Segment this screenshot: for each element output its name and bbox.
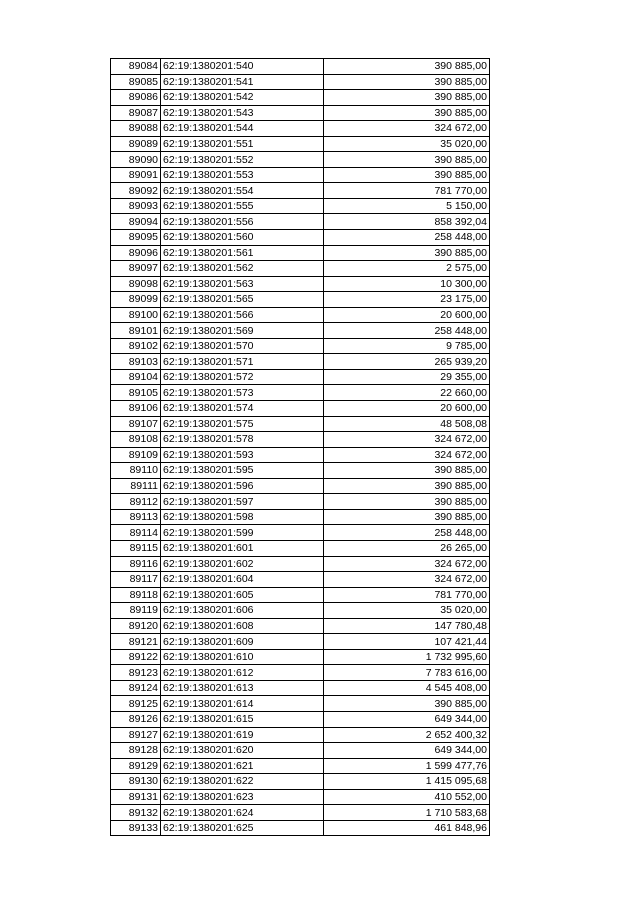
value-cell: 1 415 095,68	[324, 774, 490, 790]
value-cell: 390 885,00	[324, 167, 490, 183]
value-cell: 390 885,00	[324, 494, 490, 510]
value-cell: 324 672,00	[324, 432, 490, 448]
value-cell: 390 885,00	[324, 105, 490, 121]
row-number-cell: 89125	[111, 696, 161, 712]
value-cell: 35 020,00	[324, 136, 490, 152]
table-row	[111, 680, 490, 696]
value-cell: 265 939,20	[324, 354, 490, 370]
value-cell: 390 885,00	[324, 59, 490, 75]
row-number-cell: 89084	[111, 59, 161, 75]
row-number-cell: 89129	[111, 758, 161, 774]
cadastral-number-cell: 62:19:1380201:565	[161, 292, 324, 308]
cadastral-value-table	[110, 58, 490, 836]
row-number-cell: 89102	[111, 338, 161, 354]
value-cell: 324 672,00	[324, 556, 490, 572]
table-row	[111, 276, 490, 292]
value-cell: 7 783 616,00	[324, 665, 490, 681]
cadastral-number-cell: 62:19:1380201:601	[161, 540, 324, 556]
cadastral-number-cell: 62:19:1380201:595	[161, 463, 324, 479]
cadastral-number-cell: 62:19:1380201:572	[161, 369, 324, 385]
table-row	[111, 307, 490, 323]
cadastral-number-cell: 62:19:1380201:543	[161, 105, 324, 121]
cadastral-number-cell: 62:19:1380201:574	[161, 401, 324, 417]
value-cell: 48 508,08	[324, 416, 490, 432]
row-number-cell: 89109	[111, 447, 161, 463]
table-row	[111, 323, 490, 339]
table-row	[111, 509, 490, 525]
cadastral-number-cell: 62:19:1380201:597	[161, 494, 324, 510]
row-number-cell: 89130	[111, 774, 161, 790]
row-number-cell: 89096	[111, 245, 161, 261]
value-cell: 649 344,00	[324, 711, 490, 727]
row-number-cell: 89089	[111, 136, 161, 152]
row-number-cell: 89120	[111, 618, 161, 634]
cadastral-number-cell: 62:19:1380201:544	[161, 121, 324, 137]
value-cell: 9 785,00	[324, 338, 490, 354]
row-number-cell: 89119	[111, 603, 161, 619]
value-cell: 390 885,00	[324, 509, 490, 525]
value-cell: 258 448,00	[324, 323, 490, 339]
row-number-cell: 89097	[111, 261, 161, 277]
cadastral-number-cell: 62:19:1380201:556	[161, 214, 324, 230]
cadastral-number-cell: 62:19:1380201:560	[161, 230, 324, 246]
cadastral-number-cell: 62:19:1380201:552	[161, 152, 324, 168]
value-cell: 324 672,00	[324, 121, 490, 137]
row-number-cell: 89103	[111, 354, 161, 370]
row-number-cell: 89099	[111, 292, 161, 308]
value-cell: 1 710 583,68	[324, 805, 490, 821]
cadastral-number-cell: 62:19:1380201:542	[161, 90, 324, 106]
table-row	[111, 478, 490, 494]
cadastral-number-cell: 62:19:1380201:610	[161, 649, 324, 665]
table-row	[111, 74, 490, 90]
row-number-cell: 89088	[111, 121, 161, 137]
cadastral-number-cell: 62:19:1380201:624	[161, 805, 324, 821]
value-cell: 1 599 477,76	[324, 758, 490, 774]
value-cell: 649 344,00	[324, 743, 490, 759]
table-row	[111, 525, 490, 541]
cadastral-number-cell: 62:19:1380201:551	[161, 136, 324, 152]
value-cell: 147 780,48	[324, 618, 490, 634]
table-row	[111, 245, 490, 261]
row-number-cell: 89131	[111, 789, 161, 805]
table-row	[111, 121, 490, 137]
table-row	[111, 556, 490, 572]
cadastral-number-cell: 62:19:1380201:621	[161, 758, 324, 774]
table-row	[111, 385, 490, 401]
row-number-cell: 89092	[111, 183, 161, 199]
table-row	[111, 432, 490, 448]
value-cell: 858 392,04	[324, 214, 490, 230]
row-number-cell: 89095	[111, 230, 161, 246]
table-row	[111, 758, 490, 774]
table-row	[111, 494, 490, 510]
cadastral-number-cell: 62:19:1380201:571	[161, 354, 324, 370]
cadastral-number-cell: 62:19:1380201:541	[161, 74, 324, 90]
row-number-cell: 89100	[111, 307, 161, 323]
cadastral-number-cell: 62:19:1380201:614	[161, 696, 324, 712]
cadastral-number-cell: 62:19:1380201:599	[161, 525, 324, 541]
value-cell: 390 885,00	[324, 74, 490, 90]
table-row	[111, 711, 490, 727]
row-number-cell: 89117	[111, 572, 161, 588]
cadastral-number-cell: 62:19:1380201:623	[161, 789, 324, 805]
table-row	[111, 805, 490, 821]
table-row	[111, 649, 490, 665]
value-cell: 324 672,00	[324, 572, 490, 588]
value-cell: 324 672,00	[324, 447, 490, 463]
value-cell: 20 600,00	[324, 307, 490, 323]
table-row	[111, 463, 490, 479]
value-cell: 390 885,00	[324, 478, 490, 494]
value-cell: 258 448,00	[324, 525, 490, 541]
value-cell: 781 770,00	[324, 183, 490, 199]
row-number-cell: 89090	[111, 152, 161, 168]
value-cell: 23 175,00	[324, 292, 490, 308]
value-cell: 781 770,00	[324, 587, 490, 603]
table-row	[111, 447, 490, 463]
value-cell: 4 545 408,00	[324, 680, 490, 696]
row-number-cell: 89087	[111, 105, 161, 121]
row-number-cell: 89116	[111, 556, 161, 572]
row-number-cell: 89110	[111, 463, 161, 479]
table-row	[111, 743, 490, 759]
table-row	[111, 105, 490, 121]
value-cell: 390 885,00	[324, 245, 490, 261]
table-row	[111, 354, 490, 370]
value-cell: 2 652 400,32	[324, 727, 490, 743]
row-number-cell: 89104	[111, 369, 161, 385]
row-number-cell: 89124	[111, 680, 161, 696]
table-body	[111, 59, 490, 836]
table-row	[111, 152, 490, 168]
cadastral-number-cell: 62:19:1380201:566	[161, 307, 324, 323]
table-row	[111, 292, 490, 308]
cadastral-number-cell: 62:19:1380201:612	[161, 665, 324, 681]
row-number-cell: 89115	[111, 540, 161, 556]
cadastral-number-cell: 62:19:1380201:593	[161, 447, 324, 463]
value-cell: 390 885,00	[324, 152, 490, 168]
row-number-cell: 89101	[111, 323, 161, 339]
row-number-cell: 89121	[111, 634, 161, 650]
table-row	[111, 696, 490, 712]
cadastral-number-cell: 62:19:1380201:606	[161, 603, 324, 619]
cadastral-number-cell: 62:19:1380201:602	[161, 556, 324, 572]
table-row	[111, 587, 490, 603]
cadastral-number-cell: 62:19:1380201:554	[161, 183, 324, 199]
cadastral-number-cell: 62:19:1380201:596	[161, 478, 324, 494]
table-row	[111, 183, 490, 199]
table-row	[111, 416, 490, 432]
value-cell: 390 885,00	[324, 696, 490, 712]
cadastral-number-cell: 62:19:1380201:613	[161, 680, 324, 696]
cadastral-number-cell: 62:19:1380201:609	[161, 634, 324, 650]
row-number-cell: 89086	[111, 90, 161, 106]
value-cell: 461 848,96	[324, 820, 490, 836]
cadastral-number-cell: 62:19:1380201:573	[161, 385, 324, 401]
table-row	[111, 820, 490, 836]
cadastral-number-cell: 62:19:1380201:561	[161, 245, 324, 261]
table-row	[111, 198, 490, 214]
row-number-cell: 89112	[111, 494, 161, 510]
cadastral-number-cell: 62:19:1380201:553	[161, 167, 324, 183]
row-number-cell: 89107	[111, 416, 161, 432]
value-cell: 410 552,00	[324, 789, 490, 805]
row-number-cell: 89106	[111, 401, 161, 417]
row-number-cell: 89118	[111, 587, 161, 603]
cadastral-number-cell: 62:19:1380201:619	[161, 727, 324, 743]
value-cell: 107 421,44	[324, 634, 490, 650]
table-row	[111, 789, 490, 805]
value-cell: 35 020,00	[324, 603, 490, 619]
table-row	[111, 540, 490, 556]
cadastral-number-cell: 62:19:1380201:569	[161, 323, 324, 339]
row-number-cell: 89108	[111, 432, 161, 448]
row-number-cell: 89127	[111, 727, 161, 743]
cadastral-number-cell: 62:19:1380201:570	[161, 338, 324, 354]
value-cell: 29 355,00	[324, 369, 490, 385]
table-row	[111, 634, 490, 650]
row-number-cell: 89126	[111, 711, 161, 727]
row-number-cell: 89085	[111, 74, 161, 90]
cadastral-number-cell: 62:19:1380201:620	[161, 743, 324, 759]
row-number-cell: 89132	[111, 805, 161, 821]
cadastral-number-cell: 62:19:1380201:578	[161, 432, 324, 448]
value-cell: 390 885,00	[324, 90, 490, 106]
row-number-cell: 89105	[111, 385, 161, 401]
cadastral-number-cell: 62:19:1380201:562	[161, 261, 324, 277]
cadastral-number-cell: 62:19:1380201:575	[161, 416, 324, 432]
value-cell: 258 448,00	[324, 230, 490, 246]
table-row	[111, 369, 490, 385]
value-cell: 20 600,00	[324, 401, 490, 417]
row-number-cell: 89091	[111, 167, 161, 183]
cadastral-number-cell: 62:19:1380201:598	[161, 509, 324, 525]
row-number-cell: 89128	[111, 743, 161, 759]
table-row	[111, 90, 490, 106]
row-number-cell: 89098	[111, 276, 161, 292]
value-cell: 2 575,00	[324, 261, 490, 277]
row-number-cell: 89093	[111, 198, 161, 214]
table-row	[111, 774, 490, 790]
table-row	[111, 167, 490, 183]
row-number-cell: 89122	[111, 649, 161, 665]
row-number-cell: 89113	[111, 509, 161, 525]
value-cell: 390 885,00	[324, 463, 490, 479]
row-number-cell: 89111	[111, 478, 161, 494]
cadastral-number-cell: 62:19:1380201:622	[161, 774, 324, 790]
value-cell: 22 660,00	[324, 385, 490, 401]
table-row	[111, 214, 490, 230]
table-row	[111, 338, 490, 354]
value-cell: 1 732 995,60	[324, 649, 490, 665]
row-number-cell: 89133	[111, 820, 161, 836]
cadastral-number-cell: 62:19:1380201:604	[161, 572, 324, 588]
value-cell: 5 150,00	[324, 198, 490, 214]
value-cell: 26 265,00	[324, 540, 490, 556]
cadastral-number-cell: 62:19:1380201:555	[161, 198, 324, 214]
table-row	[111, 665, 490, 681]
table-row	[111, 261, 490, 277]
cadastral-number-cell: 62:19:1380201:563	[161, 276, 324, 292]
table-row	[111, 727, 490, 743]
table-row	[111, 603, 490, 619]
cadastral-number-cell: 62:19:1380201:540	[161, 59, 324, 75]
table-row	[111, 401, 490, 417]
table-row	[111, 618, 490, 634]
row-number-cell: 89094	[111, 214, 161, 230]
cadastral-number-cell: 62:19:1380201:608	[161, 618, 324, 634]
table-row	[111, 572, 490, 588]
value-cell: 10 300,00	[324, 276, 490, 292]
table-row	[111, 230, 490, 246]
row-number-cell: 89114	[111, 525, 161, 541]
table-row	[111, 59, 490, 75]
row-number-cell: 89123	[111, 665, 161, 681]
table-row	[111, 136, 490, 152]
cadastral-number-cell: 62:19:1380201:605	[161, 587, 324, 603]
cadastral-number-cell: 62:19:1380201:615	[161, 711, 324, 727]
cadastral-number-cell: 62:19:1380201:625	[161, 820, 324, 836]
